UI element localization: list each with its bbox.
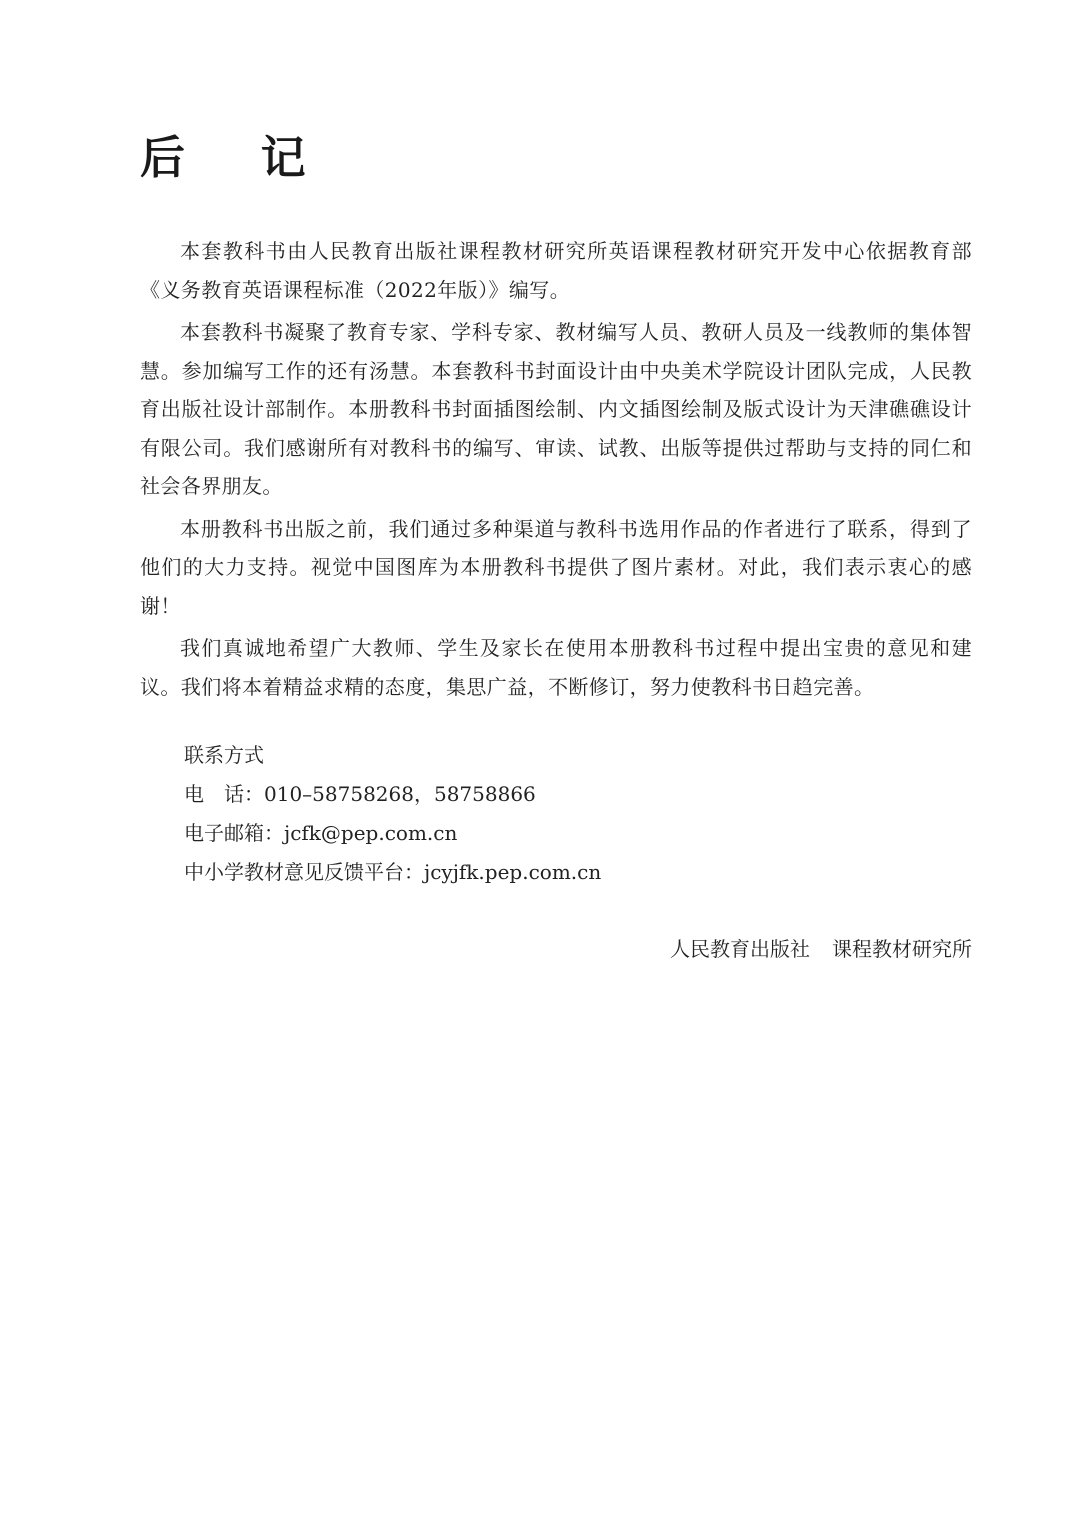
signature-publisher: 人民教育出版社 [670,937,810,961]
paragraph-2: 本套教科书凝聚了教育专家、学科专家、教材编写人员、教研人员及一线教师的集体智慧。参加编写工作的还有汤慧。本套教科书封面设计由中央美术学院设计团队完成，人民教育出版社设计部制作。本册教科书封面插图绘制、内文插图绘制及版式设计为天津礁礁设计有限公司。我们感谢所有对教科书的编写、审读、试教、出版等提供过帮助与支持的同仁和社会各界朋友。 [140,320,972,498]
contact-email: 电子邮箱：jcfk@pep.com.cn [184,821,458,845]
contact-feedback-platform: 中小学教材意见反馈平台：jcyjfk.pep.com.cn [184,860,602,884]
signature-institute: 课程教材研究所 [832,937,972,961]
page-title: 后 记 [140,131,336,184]
contact-phone: 电 话：010–58758268，58758866 [184,782,536,806]
paragraph-1: 本套教科书由人民教育出版社课程教材研究所英语课程教材研究开发中心依据教育部《义务教育英语课程标准（2022年版）》编写。 [140,239,972,302]
paragraph-4: 我们真诚地希望广大教师、学生及家长在使用本册教科书过程中提出宝贵的意见和建议。我们将本着精益求精的态度，集思广益，不断修订，努力使教科书日趋完善。 [140,636,972,699]
afterword-body [140,232,972,710]
contact-block [184,736,944,892]
contact-heading: 联系方式 [184,743,264,767]
signature [670,930,972,969]
paragraph-3: 本册教科书出版之前，我们通过多种渠道与教科书选用作品的作者进行了联系，得到了他们的大力支持。视觉中国图库为本册教科书提供了图片素材。对此，我们表示衷心的感谢！ [140,516,972,618]
